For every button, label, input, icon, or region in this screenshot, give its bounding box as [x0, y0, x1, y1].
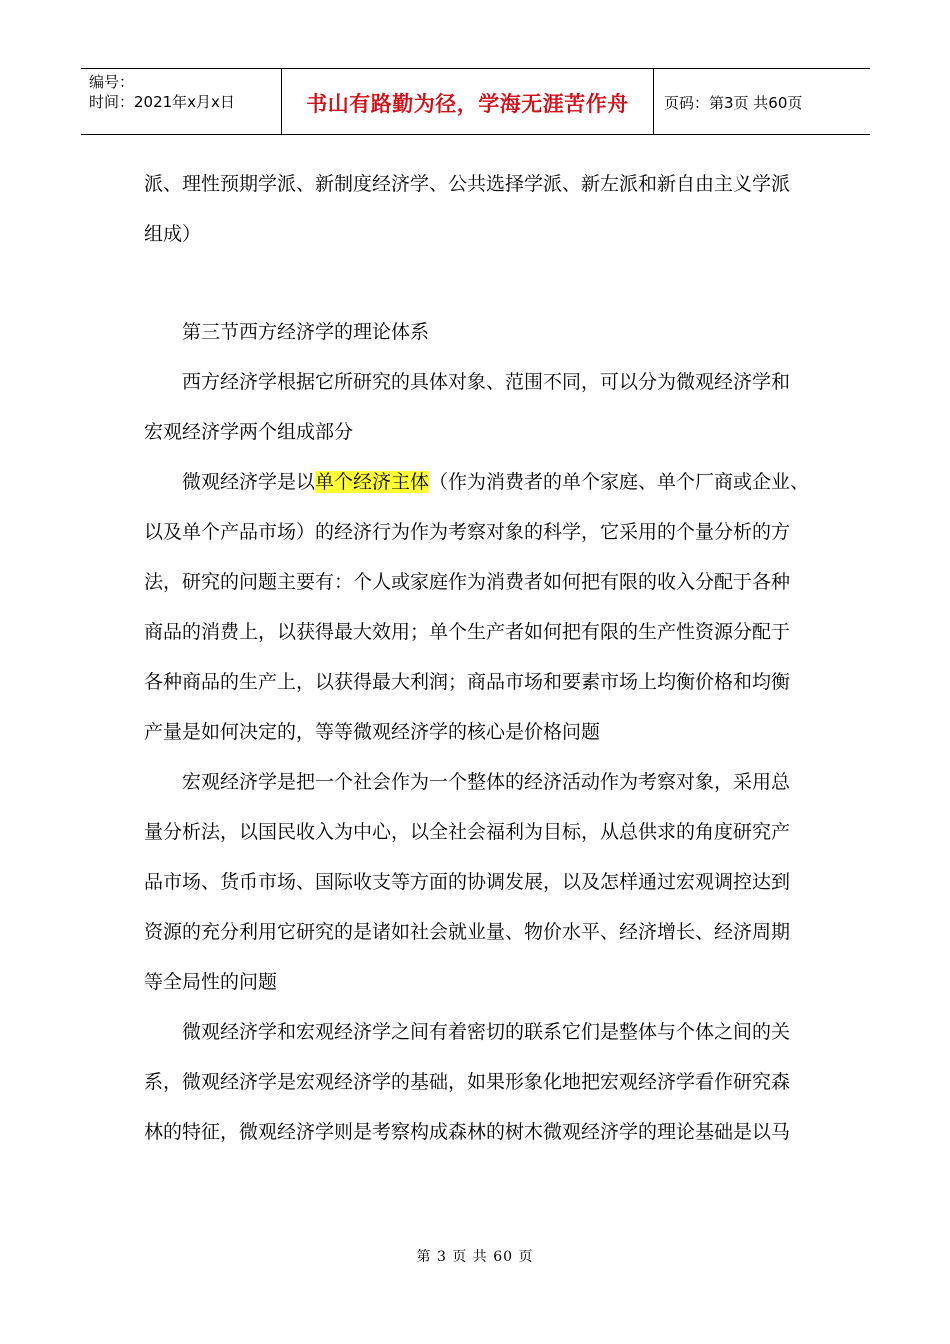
body-line: 资源的充分利用它研究的是诸如社会就业量、物价水平、经济增长、经济周期 — [144, 921, 791, 943]
body-line: 法，研究的问题主要有：个人或家庭作为消费者如何把有限的收入分配于各种 — [144, 571, 791, 593]
body-line-micro — [182, 470, 809, 494]
micro-before: 微观经济学是以 — [182, 471, 316, 493]
date-label: 时间：2021年x月x日 — [89, 93, 235, 111]
header-motto-cell — [281, 69, 654, 134]
body-line: 商品的消费上，以获得最大效用；单个生产者如何把有限的生产性资源分配于 — [144, 621, 791, 643]
body-line: 各种商品的生产上，以获得最大利润；商品市场和要素市场上均衡价格和均衡 — [144, 671, 791, 693]
body-line: 西方经济学根据它所研究的具体对象、范围不同，可以分为微观经济学和 — [182, 371, 791, 393]
body-line: 组成） — [144, 223, 202, 245]
body-line: 等全局性的问题 — [144, 971, 278, 993]
body-line: 量分析法，以国民收入为中心，以全社会福利为目标，从总供求的角度研究产 — [144, 821, 791, 843]
header-page-cell — [654, 69, 870, 134]
page-info: 页码：第3页 共60页 — [664, 94, 803, 112]
body-line: 以及单个产品市场）的经济行为作为考察对象的科学，它采用的个量分析的方 — [144, 521, 791, 543]
page-footer: 第 3 页 共 60 页 — [416, 1249, 534, 1265]
body-line: 系，微观经济学是宏观经济学的基础，如果形象化地把宏观经济学看作研究森 — [144, 1071, 791, 1093]
number-label: 编号： — [89, 73, 135, 91]
section-heading: 第三节西方经济学的理论体系 — [182, 321, 430, 343]
body-line: 产量是如何决定的，等等微观经济学的核心是价格问题 — [144, 721, 601, 743]
micro-after: （作为消费者的单个家庭、单个厂商或企业、 — [429, 471, 810, 493]
body-line: 微观经济学和宏观经济学之间有着密切的联系它们是整体与个体之间的关 — [182, 1021, 791, 1043]
motto-text: 书山有路勤为径，学海无涯苦作舟 — [306, 92, 629, 116]
body-line: 宏观经济学是把一个社会作为一个整体的经济活动作为考察对象，采用总 — [182, 771, 791, 793]
header-table — [81, 68, 870, 135]
header-meta-cell — [81, 69, 281, 134]
body-line: 品市场、货币市场、国际收支等方面的协调发展，以及怎样通过宏观调控达到 — [144, 871, 791, 893]
body-line: 林的特征，微观经济学则是考察构成森林的树木微观经济学的理论基础是以马 — [144, 1121, 791, 1143]
body-line: 宏观经济学两个组成部分 — [144, 421, 354, 443]
highlighted-term: 单个经济主体 — [315, 471, 430, 493]
body-line: 派、理性预期学派、新制度经济学、公共选择学派、新左派和新自由主义学派 — [144, 173, 791, 195]
